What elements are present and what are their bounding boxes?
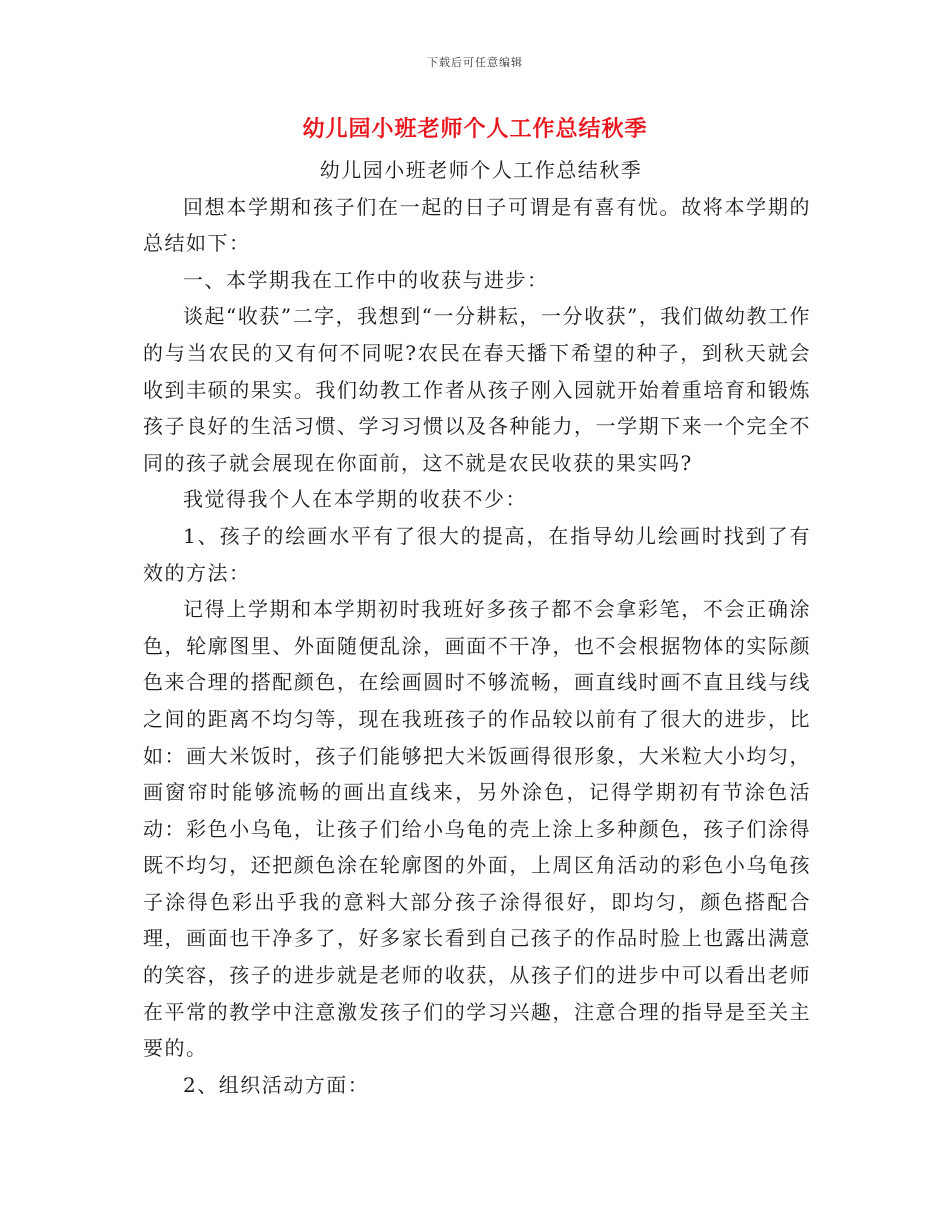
paragraph: 回想本学期和孩子们在一起的日子可谓是有喜有忧。故将本学期的总结如下： (143, 194, 811, 256)
paragraph: 谈起“收获”二字，我想到“一分耕耘，一分收获”，我们做幼教工作的与当农民的又有何不同呢?农民在春天播下希望的种子，到秋天就会收到丰硕的果实。我们幼教工作者从孩子刚入园就开始着重培育和锻炼孩子良好的生活习惯、学习习惯以及各种能力，一学期下来一个完全不同的孩子就会展现在你面前，这不就是农民收获的果实吗? (143, 304, 811, 475)
document-subtitle: 幼儿园小班老师个人工作总结秋季 (319, 158, 643, 182)
paragraph: 我觉得我个人在本学期的收获不少： (183, 487, 527, 512)
list-item-heading: 1、孩子的绘画水平有了很大的提高，在指导幼儿绘画时找到了有效的方法： (143, 523, 811, 585)
list-item-heading: 2、组织活动方面： (183, 1072, 370, 1097)
header-note: 下载后可任意编辑 (427, 56, 523, 69)
paragraph: 记得上学期和本学期初时我班好多孩子都不会拿彩笔，不会正确涂色，轮廓图里、外面随便乱涂，画面不干净，也不会根据物体的实际颜色来合理的搭配颜色，在绘画圆时不够流畅，画直线时画不直且线与线之间的距离不均匀等，现在我班孩子的作品较以前有了很大的进步，比如：画大米饭时，孩子们能够把大米饭画得很形象，大米粒大小均匀，画窗帘时能够流畅的画出直线来，另外涂色，记得学期初有节涂色活动：彩色小乌龟，让孩子们给小乌龟的壳上涂上多种颜色，孩子们涂得既不均匀，还把颜色涂在轮廓图的外面，上周区角活动的彩色小乌龟孩子涂得色彩出乎我的意料大部分孩子涂得很好，即均匀，颜色搭配合理，画面也干净多了，好多家长看到自己孩子的作品时脸上也露出满意的笑容，孩子的进步就是老师的收获，从孩子们的进步中可以看出老师在平常的教学中注意激发孩子们的学习兴趣，注意合理的指导是至关主要的。 (143, 597, 811, 1061)
document-body (143, 152, 811, 1103)
document-title: 幼儿园小班老师个人工作总结秋季 (302, 116, 648, 142)
section-heading: 一、本学期我在工作中的收获与进步： (183, 267, 549, 292)
